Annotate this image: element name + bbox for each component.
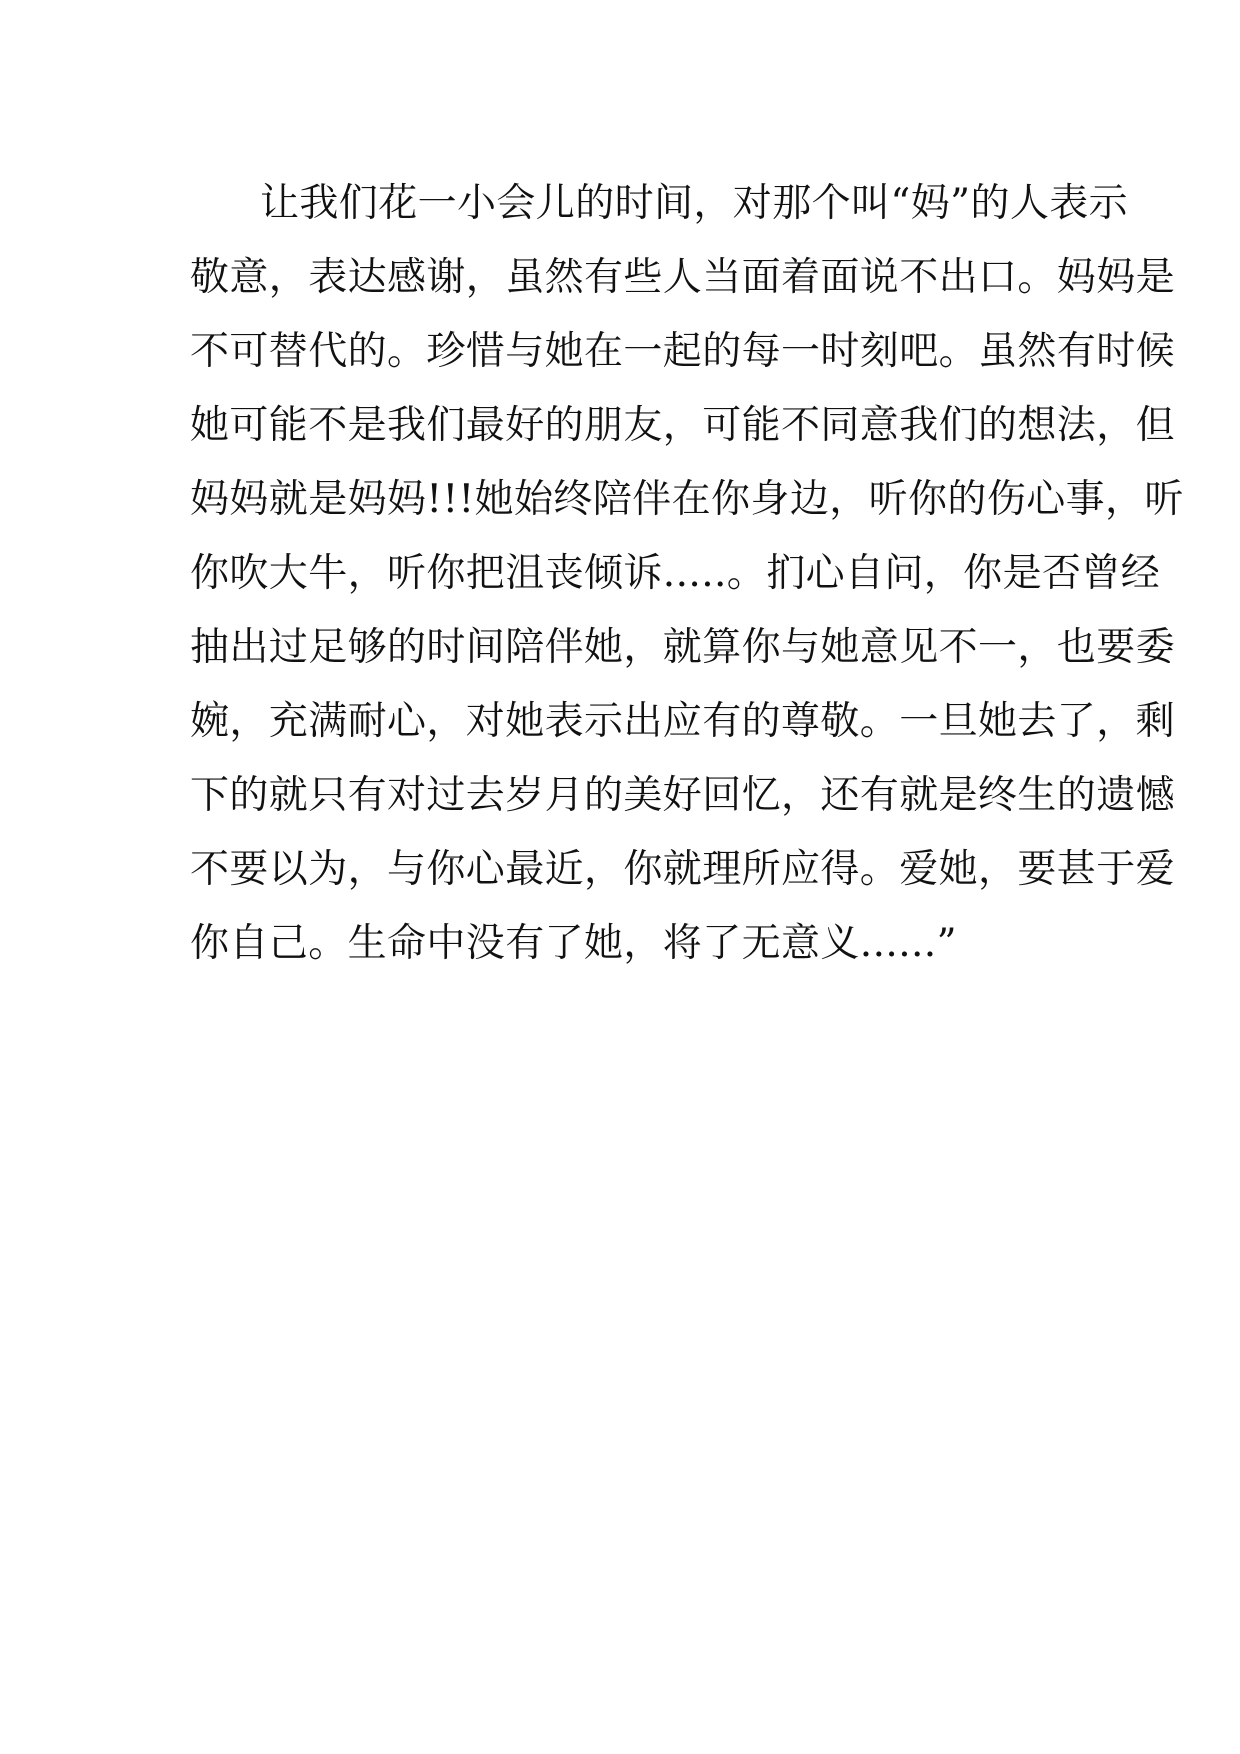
paragraph-line: 不可替代的。珍惜与她在一起的每一时刻吧。虽然有时候 xyxy=(190,329,1176,374)
body-paragraph xyxy=(190,167,1184,981)
paragraph-line: 婉，充满耐心，对她表示出应有的尊敬。一旦她去了，剩 xyxy=(190,699,1176,744)
paragraph-line: 敬意，表达感谢，虽然有些人当面着面说不出口。妈妈是 xyxy=(190,255,1176,300)
paragraph-line: 不要以为，与你心最近，你就理所应得。爱她，要甚于爱 xyxy=(190,847,1176,892)
paragraph-line: 妈妈就是妈妈!!!她始终陪伴在你身边，听你的伤心事，听 xyxy=(190,477,1184,522)
paragraph-line: 她可能不是我们最好的朋友，可能不同意我们的想法，但 xyxy=(190,403,1176,448)
paragraph-line: 你吹大牛，听你把沮丧倾诉.....。扪心自问，你是否曾经 xyxy=(190,551,1161,596)
paragraph-line: 抽出过足够的时间陪伴她，就算你与她意见不一，也要委 xyxy=(190,625,1176,670)
paragraph-line: 让我们花一小会儿的时间，对那个叫“妈”的人表示 xyxy=(260,181,1129,226)
paragraph-line: 你自己。生命中没有了她，将了无意义......” xyxy=(190,921,957,966)
paragraph-line: 下的就只有对过去岁月的美好回忆，还有就是终生的遗憾 xyxy=(190,773,1176,818)
